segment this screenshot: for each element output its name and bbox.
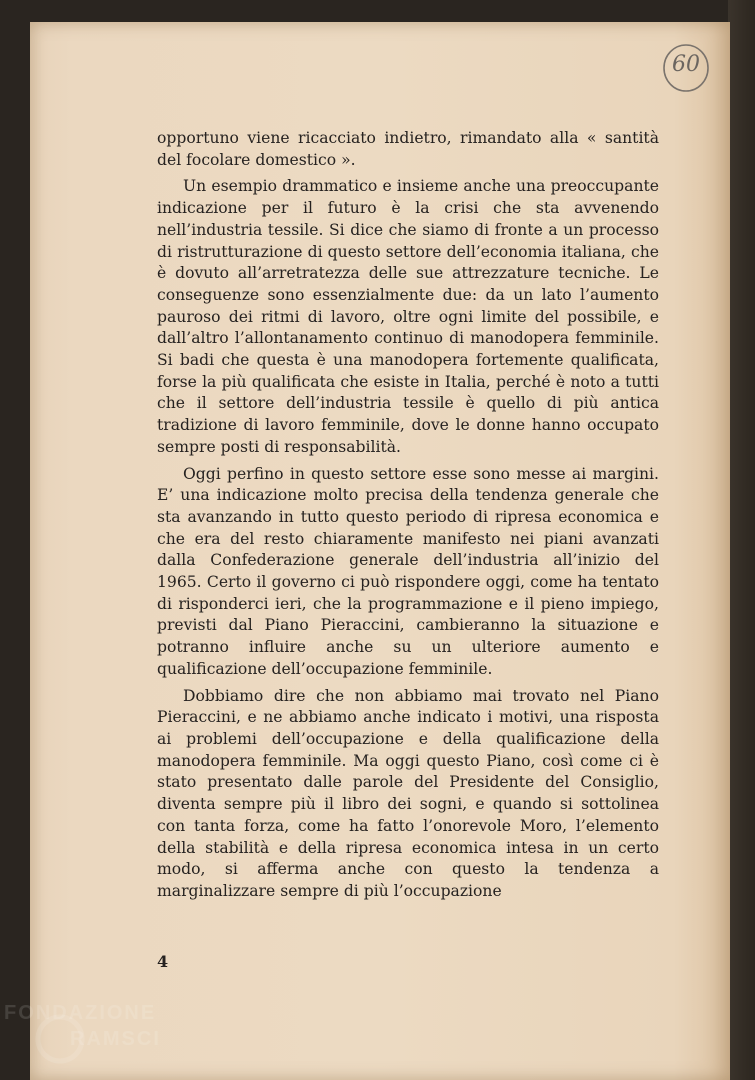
svg-text:RAMSCI: RAMSCI bbox=[70, 1028, 161, 1050]
watermark-logo-icon bbox=[0, 995, 220, 1075]
handwritten-number-text: 60 bbox=[672, 52, 700, 77]
svg-text:FONDAZIONE: FONDAZIONE bbox=[4, 1002, 157, 1024]
paragraph-1: opportuno viene ricacciato indietro, rimandato alla « santità del focolare domestico ». bbox=[157, 129, 659, 169]
body-text bbox=[157, 128, 659, 903]
paragraph-4: Dobbiamo dire che non abbiamo mai trovato nel Piano Pieraccini, e ne abbiamo anche indicato i motivi, una risposta ai problemi dell’occupazione e della qualificazione della manodopera femminile. Ma oggi questo Piano, così come ci è stato presentato dalle parole del Presidente del Consiglio, diventa sempre più il libro dei sogni, e quando si sottolinea con tanta forza, come ha fatto l’onorevole Moro, l’elemento della stabilità e della ripresa economica intesa in un certo modo, si afferma anche con questo la tendenza a marginalizzare sempre di più l’occupazione bbox=[157, 686, 659, 900]
page-edge-shadow bbox=[728, 0, 755, 1080]
printed-page-number: 4 bbox=[157, 952, 169, 971]
paragraph-3: Oggi perfino in questo settore esse sono messe ai margini. E’ una indicazione molto precisa della tendenza generale che sta avanzando in tutto questo periodo di ripresa economica e che era del resto chiaramente manifesto nei piani avanzati dalla Confederazione generale dell’industria all’inizio del 1965. Certo il governo ci può rispondere oggi, come ha tentato di risponderci ieri, che la programmazione e il pieno impiego, previsti dal Piano Pieraccini, cambieranno la situazione e potranno influire anche su un ulteriore aumento e qualificazione dell’occupazione femminile. bbox=[157, 464, 659, 678]
fondazione-gramsci-watermark bbox=[0, 995, 220, 1075]
paragraph-2: Un esempio drammatico e insieme anche una preoccupante indicazione per il futuro è la crisi che sta avvenendo nell’industria tessile. Si dice che siamo di fronte a un processo di ristrutturazione di questo settore dell’economia italiana, che è dovuto all’arretratezza delle sue attrezzature tecniche. Le conseguenze sono essenzialmente due: da un lato l’aumento pauroso dei ritmi di lavoro, oltre ogni limite del possibile, e dall’altro l’allontanamento continuo di manodopera femminile. Si badi che questa è una manodopera fortemente qualificata, forse la più qualificata che esiste in Italia, perché è noto a tutti che il settore dell’industria tessile è quello di più antica tradizione di lavoro femminile, dove le donne hanno occupato sempre posti di responsabilità. bbox=[157, 177, 659, 456]
handwritten-page-number bbox=[660, 42, 712, 94]
